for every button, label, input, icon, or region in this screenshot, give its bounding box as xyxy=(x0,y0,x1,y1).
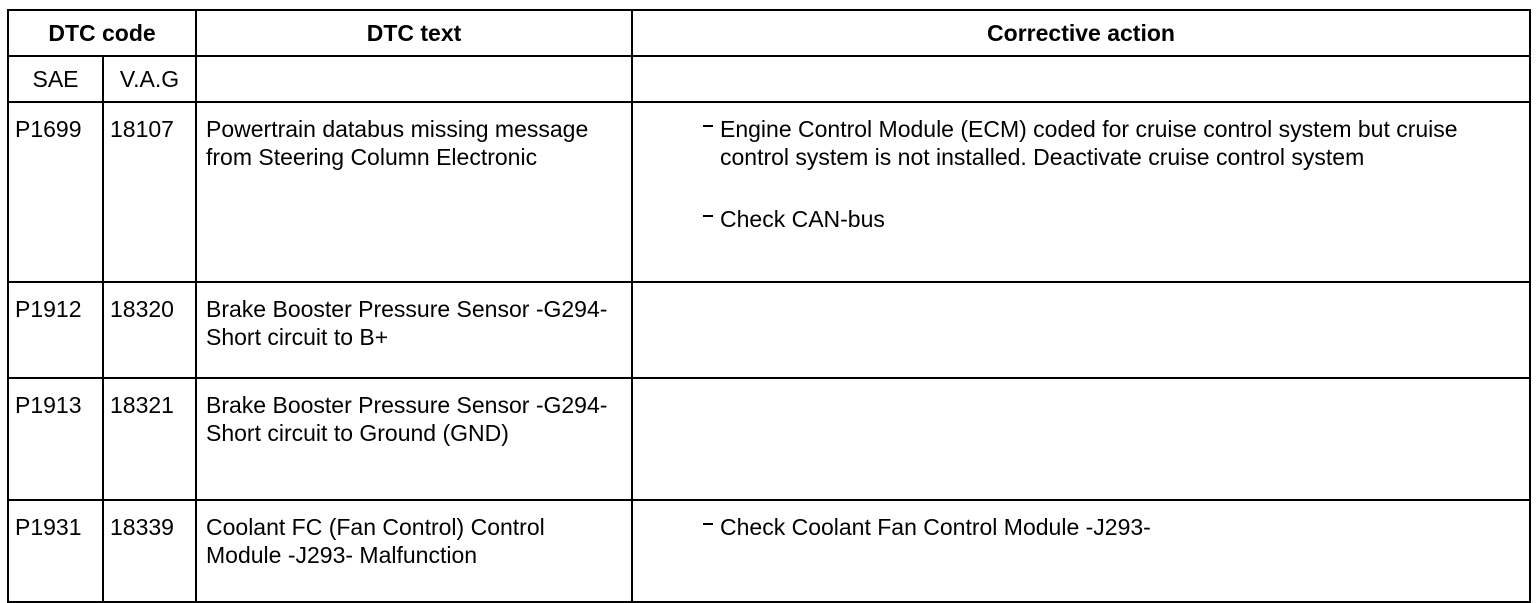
subheader-vag: V.A.G xyxy=(103,56,196,102)
action-text: Check Coolant Fan Control Module -J293- xyxy=(720,514,1151,540)
vag-code-cell: 18339 xyxy=(103,500,196,602)
table-row xyxy=(8,500,1530,602)
header-corrective-action: Corrective action xyxy=(632,10,1530,56)
sae-code-cell: P1699 xyxy=(8,102,103,282)
table-row xyxy=(8,282,1530,378)
dash-bullet-icon xyxy=(703,523,713,525)
table-row xyxy=(8,378,1530,500)
action-item xyxy=(703,513,1509,541)
corrective-action-cell xyxy=(632,500,1530,602)
subheader-blank-text xyxy=(196,56,632,102)
subheader-blank-action xyxy=(632,56,1530,102)
dtc-table xyxy=(7,9,1531,603)
dtc-text-cell: Powertrain databus missing message from Steering Column Electronic xyxy=(196,102,632,282)
table-row xyxy=(8,102,1530,282)
dtc-text-cell: Brake Booster Pressure Sensor -G294- Short circuit to B+ xyxy=(196,282,632,378)
action-item xyxy=(703,205,1509,233)
corrective-action-cell xyxy=(632,102,1530,282)
dash-bullet-icon xyxy=(703,215,713,217)
action-item xyxy=(703,115,1509,171)
action-text: Check CAN-bus xyxy=(720,206,885,232)
subheader-sae: SAE xyxy=(8,56,103,102)
corrective-action-cell xyxy=(632,282,1530,378)
header-row xyxy=(8,10,1530,56)
sae-code-cell: P1912 xyxy=(8,282,103,378)
header-dtc-code: DTC code xyxy=(8,10,196,56)
dash-bullet-icon xyxy=(703,125,713,127)
sae-code-cell: P1913 xyxy=(8,378,103,500)
sae-code-cell: P1931 xyxy=(8,500,103,602)
vag-code-cell: 18320 xyxy=(103,282,196,378)
corrective-action-cell xyxy=(632,378,1530,500)
header-dtc-text: DTC text xyxy=(196,10,632,56)
action-text: Engine Control Module (ECM) coded for cruise control system but cruise control system is not installed. Deactivate cruise control system xyxy=(720,116,1458,170)
vag-code-cell: 18321 xyxy=(103,378,196,500)
dtc-text-cell: Coolant FC (Fan Control) Control Module -J293- Malfunction xyxy=(196,500,632,602)
dtc-text-cell: Brake Booster Pressure Sensor -G294- Short circuit to Ground (GND) xyxy=(196,378,632,500)
vag-code-cell: 18107 xyxy=(103,102,196,282)
subheader-row xyxy=(8,56,1530,102)
